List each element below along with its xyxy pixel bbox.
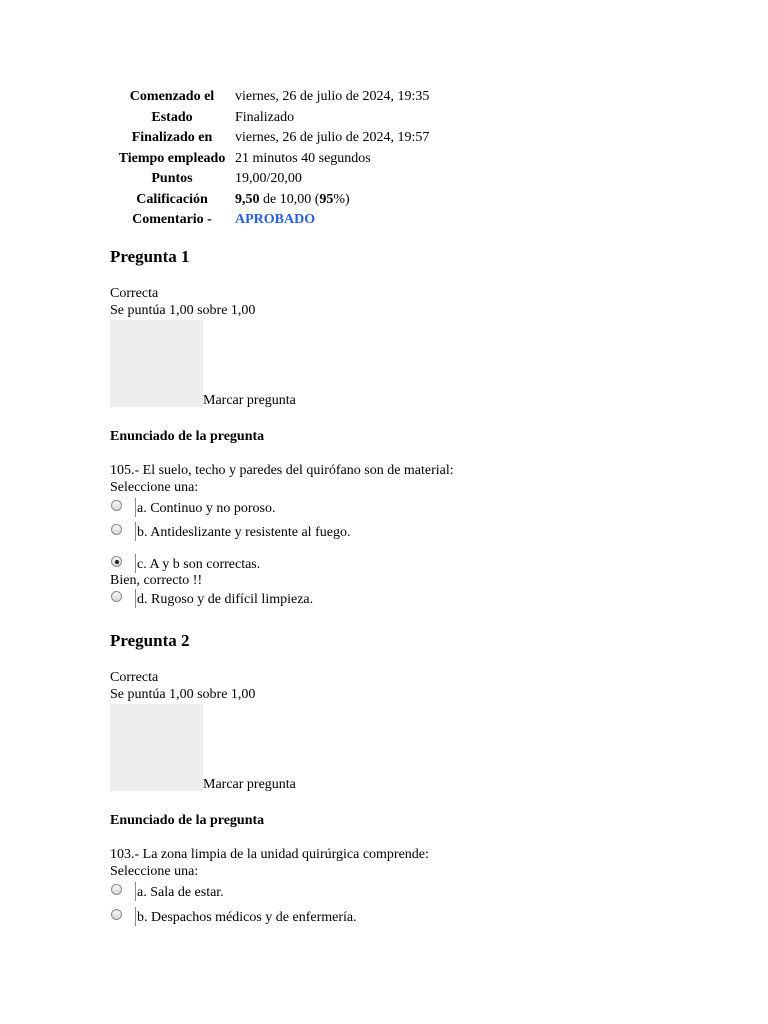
flag-icon[interactable]: [110, 320, 203, 407]
attempt-summary-table: [110, 87, 429, 231]
radio-button-icon[interactable]: [111, 909, 122, 920]
grade-label: Calificación: [136, 191, 208, 207]
question-state: Correcta: [110, 670, 159, 685]
radio-button-icon[interactable]: [111, 524, 122, 535]
time-label: Tiempo empleado: [118, 150, 226, 166]
option-label[interactable]: a. Continuo y no poroso.: [137, 501, 276, 516]
flag-question-link[interactable]: Marcar pregunta: [203, 393, 296, 408]
question-prompt: Seleccione una:: [110, 479, 199, 495]
grade-value: [234, 190, 429, 211]
grade-of: de 10,00 (: [263, 191, 320, 207]
option-divider: [135, 498, 136, 517]
started-value: viernes, 26 de julio de 2024, 19:35: [235, 89, 430, 104]
answer-option-a[interactable]: [110, 882, 710, 901]
finished-label: Finalizado en: [131, 130, 213, 145]
answer-feedback: Bien, correcto !!: [110, 573, 203, 588]
radio-button-icon[interactable]: [111, 500, 122, 511]
flag-question-row[interactable]: [110, 320, 710, 407]
question-2: [110, 630, 710, 926]
answer-option-b[interactable]: [110, 907, 710, 926]
question-title: Pregunta 2: [110, 631, 190, 650]
option-divider: [135, 882, 136, 901]
question-1: [110, 246, 710, 608]
option-label[interactable]: b. Antideslizante y resistente al fuego.: [137, 525, 351, 540]
summary-row-time: [110, 149, 429, 170]
summary-row-points: [110, 169, 429, 190]
summary-row-comment: [110, 210, 429, 231]
points-label: Puntos: [151, 171, 193, 186]
flag-question-link[interactable]: Marcar pregunta: [203, 777, 296, 792]
question-stem-heading: Enunciado de la pregunta: [110, 429, 265, 444]
option-label[interactable]: b. Despachos médicos y de enfermería.: [137, 910, 357, 925]
flag-question-row[interactable]: [110, 704, 710, 791]
option-label[interactable]: c. A y b son correctas.: [137, 557, 261, 572]
started-label: Comenzado el: [129, 89, 215, 104]
radio-button-checked-icon[interactable]: [111, 556, 122, 567]
comment-value-badge: APROBADO: [235, 212, 316, 227]
summary-row-finished: [110, 128, 429, 149]
grade-percent: 95: [319, 191, 334, 207]
summary-row-state: [110, 108, 429, 129]
state-label: Estado: [151, 109, 193, 125]
comment-label: Comentario -: [132, 212, 212, 227]
option-label[interactable]: d. Rugoso y de difícil limpieza.: [137, 592, 314, 607]
flag-icon[interactable]: [110, 704, 203, 791]
question-prompt: Seleccione una:: [110, 863, 199, 879]
question-score: Se puntúa 1,00 sobre 1,00: [110, 686, 256, 702]
answer-option-c[interactable]: [110, 554, 710, 573]
summary-row-grade: [110, 190, 429, 211]
radio-button-icon[interactable]: [111, 884, 122, 895]
option-divider: [135, 554, 136, 573]
question-title: Pregunta 1: [110, 247, 190, 266]
grade-suffix: %): [333, 191, 350, 207]
finished-value: viernes, 26 de julio de 2024, 19:57: [235, 130, 430, 145]
time-value: 21 minutos 40 segundos: [235, 150, 371, 166]
answer-option-a[interactable]: [110, 498, 710, 517]
option-divider: [135, 589, 136, 608]
question-stem-heading: Enunciado de la pregunta: [110, 813, 265, 828]
option-label[interactable]: a. Sala de estar.: [137, 885, 224, 900]
points-value: 19,00/20,00: [235, 171, 302, 186]
option-divider: [135, 522, 136, 541]
question-text: 105.- El suelo, techo y paredes del quirófano son de material:: [110, 463, 454, 478]
option-divider: [135, 907, 136, 926]
grade-score: 9,50: [235, 191, 260, 207]
summary-row-started: [110, 87, 429, 108]
question-text: 103.- La zona limpia de la unidad quirúrgica comprende:: [110, 847, 429, 862]
state-value: Finalizado: [235, 109, 295, 125]
question-score: Se puntúa 1,00 sobre 1,00: [110, 302, 256, 318]
question-state: Correcta: [110, 286, 159, 301]
answer-option-d[interactable]: [110, 589, 710, 608]
answer-option-b[interactable]: [110, 522, 710, 541]
radio-button-icon[interactable]: [111, 591, 122, 602]
